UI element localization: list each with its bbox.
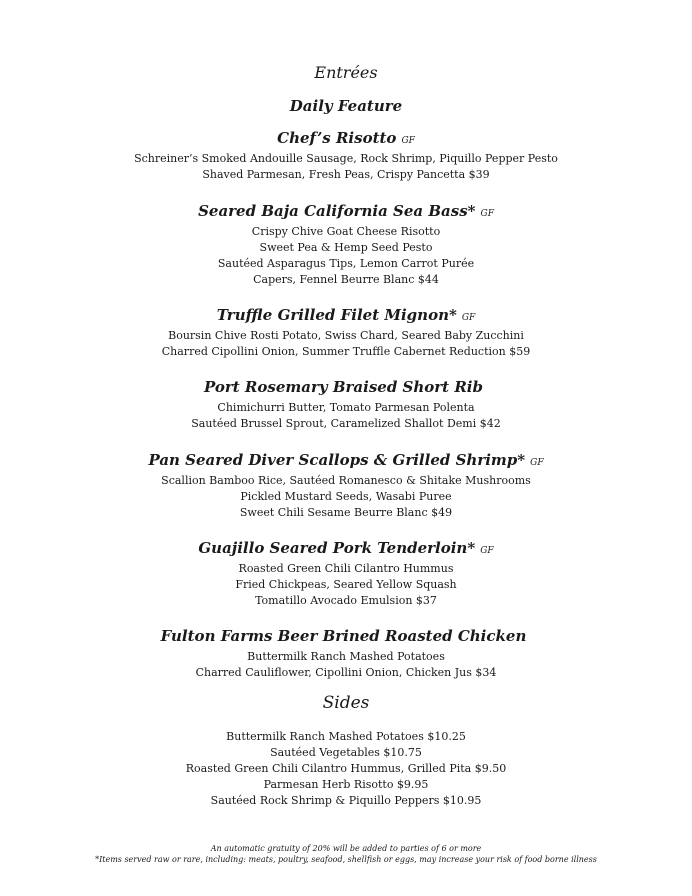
dish-description: Capers, Fennel Beurre Blanc $44 — [253, 273, 439, 286]
daily-feature-title: Daily Feature — [289, 97, 403, 115]
menu-item — [0, 538, 692, 609]
dish-description: Scallion Bamboo Rice, Sautéed Romanesco & Shitake Mushrooms — [161, 474, 531, 487]
dish-description: Chimichurri Butter, Tomato Parmesan Polenta — [217, 401, 475, 414]
dish-name: Seared Baja California Sea Bass* GF — [198, 202, 494, 220]
gratuity-note: An automatic gratuity of 20% will be added to parties of 6 or more — [210, 844, 482, 853]
dish-description: Pickled Mustard Seeds, Wasabi Puree — [240, 490, 452, 503]
gf-badge: GF — [530, 458, 544, 468]
menu-item — [0, 201, 692, 288]
dish-description: Charred Cauliflower, Cipollini Onion, Chicken Jus $34 — [195, 666, 497, 679]
menu-item — [0, 128, 692, 183]
side-item: Sautéed Rock Shrimp & Piquillo Peppers $10.95 — [210, 794, 482, 807]
sides-list — [0, 729, 692, 809]
side-item: Buttermilk Ranch Mashed Potatoes $10.25 — [226, 730, 466, 743]
sides-title: Sides — [322, 693, 370, 713]
raw-food-warning: *Items served raw or rare, including: meats, poultry, seafood, shellfish or eggs, may increase your risk of food borne illness — [95, 855, 597, 864]
dish-description: Roasted Green Chili Cilantro Hummus — [238, 562, 454, 575]
dish-name: Truffle Grilled Filet Mignon* GF — [216, 306, 476, 324]
dish-name: Chef’s Risotto GF — [277, 129, 415, 147]
dish-name: Fulton Farms Beer Brined Roasted Chicken — [160, 627, 527, 645]
dish-description: Sweet Pea & Hemp Seed Pesto — [259, 241, 433, 254]
gf-badge: GF — [401, 136, 415, 146]
side-item: Parmesan Herb Risotto $9.95 — [263, 778, 429, 791]
dish-description: Sweet Chili Sesame Beurre Blanc $49 — [239, 506, 453, 519]
dish-description: Sautéed Asparagus Tips, Lemon Carrot Purée — [217, 257, 475, 270]
dish-description: Boursin Chive Rosti Potato, Swiss Chard, Seared Baby Zucchini — [168, 329, 524, 342]
footer-notes — [0, 843, 692, 865]
menu-item — [0, 305, 692, 360]
dish-description: Shaved Parmesan, Fresh Peas, Crispy Pancetta $39 — [202, 168, 490, 181]
dish-description: Buttermilk Ranch Mashed Potatoes — [247, 650, 445, 663]
dish-description: Fried Chickpeas, Seared Yellow Squash — [235, 578, 457, 591]
gf-badge: GF — [480, 209, 494, 219]
dish-description: Sautéed Brussel Sprout, Caramelized Shallot Demi $42 — [191, 417, 501, 430]
dish-name: Port Rosemary Braised Short Rib — [204, 378, 483, 396]
dish-description: Schreiner’s Smoked Andouille Sausage, Rock Shrimp, Piquillo Pepper Pesto — [134, 152, 558, 165]
side-item: Roasted Green Chili Cilantro Hummus, Grilled Pita $9.50 — [185, 762, 507, 775]
gf-badge: GF — [461, 313, 476, 323]
side-item: Sautéed Vegetables $10.75 — [270, 746, 422, 759]
dish-description: Tomatillo Avocado Emulsion $37 — [255, 594, 437, 607]
dish-name: Guajillo Seared Pork Tenderloin* GF — [198, 539, 494, 557]
dish-description: Crispy Chive Goat Cheese Risotto — [251, 225, 441, 238]
menu-item — [0, 377, 692, 432]
menu-item — [0, 450, 692, 521]
gf-badge: GF — [480, 546, 494, 556]
menu-item — [0, 626, 692, 681]
dish-description: Charred Cipollini Onion, Summer Truffle Cabernet Reduction $59 — [161, 345, 531, 358]
entrees-title: Entrées — [314, 63, 378, 82]
dish-name: Pan Seared Diver Scallops & Grilled Shrimp* GF — [148, 451, 544, 469]
